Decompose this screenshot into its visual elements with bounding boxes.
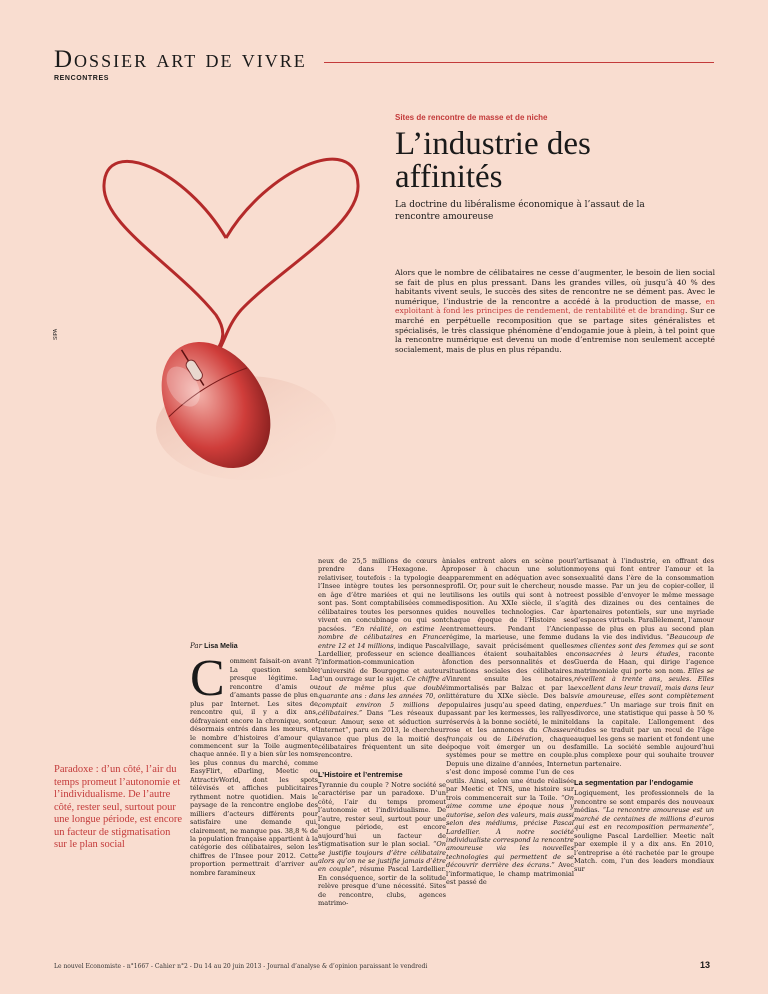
column-4-text-4: Logiquement, les professionnels de la rencontre se sont emparés des nouveaux médias. <box>574 789 714 815</box>
header-section: RENCONTRES <box>54 75 110 82</box>
column-4-quote-1: “Beaucoup de mes clientes sont des femmes qui se sont consacrées à leurs études, <box>574 633 714 658</box>
column-3-text-1: niales entrent alors en scène pour proposer à chacun une solution apparemment en adéquation avec son profil. Or, pour suit le chercheur, nous utilisons les outils qui sont à notre disposition. Au XXIe siècle, il s’agit des nouvelles technologies. Car à chaque époque de l’Histoire ses entremetteurs. Pendant l’Ancien régime, la marieuse, une femme du village, savait précisément quelles alliances étaient souhaitables en fonction des personnalités et des situations sociales des célibataires. Vinrent ensuite les notaires, immortalisés par Balzac et par la littérature du XIXe siècle. Des bals populaires jusqu’au speed dating, en passant par les kermesses, les rallyes réservés à la bonne société, le minitel rose et les annonces du <box>446 557 574 735</box>
column-3-quote: “On aime comme une époque nous y autorise, selon des valeurs, mais aussi selon des médiums, précise Pascal Lardellier. À notre société individualiste correspond la rencontre amoureuse via les nouvelles technologies qui permettent de se découvrir derrière des écrans.” <box>446 793 574 870</box>
column-2-text-5: résume Pascal Lardellier. En conséquence, sortir de la solitude relève presque d’une nécessité. Sites de rencontre, clubs, agences matrimo- <box>318 865 446 908</box>
byline <box>190 642 318 651</box>
column-2-para-2 <box>318 781 446 908</box>
dropcap: C <box>190 650 225 708</box>
column-2-quote-3: “On se justifie toujours d’être célibataire alors qu’on ne se justifie jamais d’être en couple”, <box>318 840 446 874</box>
column-2-text-3: Dans “Les réseaux du cœur. Amour, sexe et séduction sur Internet”, paru en 2013, le chercheur avance que plus de la moitié des célibataires fréquentent un site de rencontre. <box>318 709 446 760</box>
column-3-text-2: ou de <box>472 734 508 743</box>
column-4-quote-3: “La rencontre amoureuse est un marché de centaines de millions d’euros qui est en recomposition permanente”, <box>574 806 714 832</box>
column-4-para-2 <box>574 789 714 874</box>
column-3-para <box>446 557 574 887</box>
kicker: Sites de rencontre de masse et de niche <box>395 113 548 122</box>
column-3 <box>446 557 574 975</box>
column-1 <box>190 642 318 975</box>
chapeau <box>395 268 715 354</box>
column-2-text-4: Tyrannie du couple ? Notre société se caractérise par un paradoxe. D’un côté, l’air du temps promeut l’autonomie et l’individualisme. De l’autre, rester seul, surtout pour une longue période, est encore aujourd’hui un facteur de stigmatisation sur le plan social. <box>318 780 446 849</box>
byline-name: Lisa Melia <box>204 643 238 650</box>
column-3-em-2: Libération <box>507 734 542 743</box>
column-2-text-1: neux de 25,5 millions de cœurs à prendre dans l’Hexagone. À relativiser, toutefois : la typologie de l’Insee intègre toutes les personnes en âge d’être mariées et qui ne le sont pas. Sont comptabilisées comme célibataires toutes les personnes qui vivent en concubinage ou qui sont pacsées. <box>318 557 446 633</box>
column-1-body: omment faisait-on avant ? La question semble presque légitime. La rencontre d’amis ou d’amants passe de plus en plus par Internet. Les sites de rencontre qui, il y a dix ans, défrayaient encore la chronique, sont désormais entrés dans les mœurs, et le nombre d’histoires d’amour qui commencent sur la Toile augmente chaque année. Il y a bien sûr les noms les plus connus du marché, comme EasyFlirt, eDarling, Meetic ou AttractivWorld, dont les spots télévisés et affiches publicitaires rythment notre quotidien. Mais le paysage de la rencontre englobe des milliers d’acteurs différents pour satisfaire une demande qui, clairement, ne manque pas. 38,8 % de la population française appartient à la catégorie des célibataires, selon les chiffres de l’Insee pour 2012. Cette proportion permettrait d’arriver au nombre faramineux <box>190 657 318 877</box>
column-4-text-3: Un mariage sur trois finit en divorce, une statistique qui passe à 50 % dans la capitale. L’allongement des études se traduit par un recul de l’âge auquel les gens se marient et fondent une famille. La société semble aujourd’hui plus complexe pour qui souhaite trouver un partenaire. <box>574 700 714 768</box>
column-3-em-1: Chasseur français <box>446 726 574 743</box>
column-2-text-2: indique Pascal Lardellier, professeur en science de l’information-communication à l’université de Bourgogne et auteur d’un ouvrage sur le sujet. <box>318 641 446 684</box>
deck: La doctrine du libéralisme économique à l’assaut de la rencontre amoureuse <box>395 200 645 222</box>
column-3-text-3: , chaque époque voit émerger un ou des systèmes pour se mettre en couple. Depuis une dizaine d’années, Internet s’est donc imposé comme l’un de ces outils. Ainsi, selon une étude réalisée par Meetic et TNS, une histoire sur trois commencerait sur la Toile. <box>446 734 574 802</box>
column-4-quote-2: Elles se réveillent à trente ans, seules. Elles excellent dans leur travail, mais dans leur vie amoureuse, elles sont complètement perdues.” <box>574 666 714 709</box>
chapeau-text-b: . Sur ce marché en perpétuelle recomposition que se partage sites généralistes et spécialisés, le très classique phénomène d’endogamie joue à plein, à tel point que la rencontre numérique est devenu un mode d’entremise non seulement accepté socialement, mais de plus en plus répandu. <box>395 306 715 354</box>
column-4-text-1: l’artisanat à l’industrie, en offrant des moyens qui font entrer l’amour et la sexualité dans l’ère de la consommation de masse. Par un jeu de copier-coller, il est possible d’envoyer le même message à des dizaines ou des centaines de partenaires potentiels, sur une myriade d’espaces virtuels. Parallèlement, l’amour passe de plus en plus au second plan dans la vie des individus. <box>574 557 714 642</box>
chapeau-highlight: en exploitant à fond les principes de rendement, de rentabilité et de branding <box>395 296 715 316</box>
pullquote: Paradoxe : d’un côté, l’air du temps promeut l’autonomie et l’individualisme. De l’autre côté, rester seul, surtout pour une longue période, est encore un facteur de stigmatisation sur le plan social <box>54 764 182 850</box>
heart-cable-mouse-icon <box>66 90 386 500</box>
column-3-text-4: Avec l’informatique, le champ matrimonial est passé de <box>446 861 574 887</box>
column-2-heading: L’Histoire et l’entremise <box>318 769 403 779</box>
page-number: 13 <box>700 960 711 970</box>
header-title: Dossier art de vivre <box>54 46 307 73</box>
column-1-text <box>190 650 318 877</box>
footer-text: Le nouvel Economiste - n°1667 - Cahier n°2 - Du 14 au 20 juin 2013 - Journal d’analyse & d’opinion paraissant le vendredi <box>54 963 428 970</box>
column-4-text-5: souligne Pascal Lardellier. Meetic naît par exemple il y a dix ans. En 2010, l’entreprise a été rachetée par le groupe Match. com, l’un des leaders mondiaux sur <box>574 831 714 874</box>
column-4 <box>574 557 714 975</box>
column-2-quote-1: “En réalité, on estime le nombre de célibataires en France entre 12 et 14 millions, <box>318 624 446 650</box>
column-4-text-2: raconte Guerda de Haan, qui dirige l’agence matrimoniale qui porte son nom. <box>574 649 714 675</box>
headline: L’industrie des affinités <box>395 126 591 195</box>
byline-prefix: Par <box>190 642 205 650</box>
column-4-para-1 <box>574 557 714 768</box>
column-2 <box>318 557 446 975</box>
column-2-quote-2: Ce chiffre a tout de même plus que doublé quarante ans : dans les années 70, on comptait environ 5 millions de célibataires.” <box>318 675 446 718</box>
photo-credit: SIPA <box>53 328 59 340</box>
column-4-heading: La segmentation par l’endogamie <box>574 778 694 788</box>
column-2-para-1 <box>318 557 446 760</box>
chapeau-text-a: Alors que le nombre de célibataires ne cesse d’augmenter, le besoin de lien social se fait de plus en plus pressant. Dans les grandes villes, où jusqu’à 40 % des habitants vivent seuls, le succès des sites de rencontre ne se dément pas. Avec le numérique, l’industrie de la rencontre a accédé à la production de masse, <box>395 268 715 306</box>
header-rule <box>324 62 714 63</box>
